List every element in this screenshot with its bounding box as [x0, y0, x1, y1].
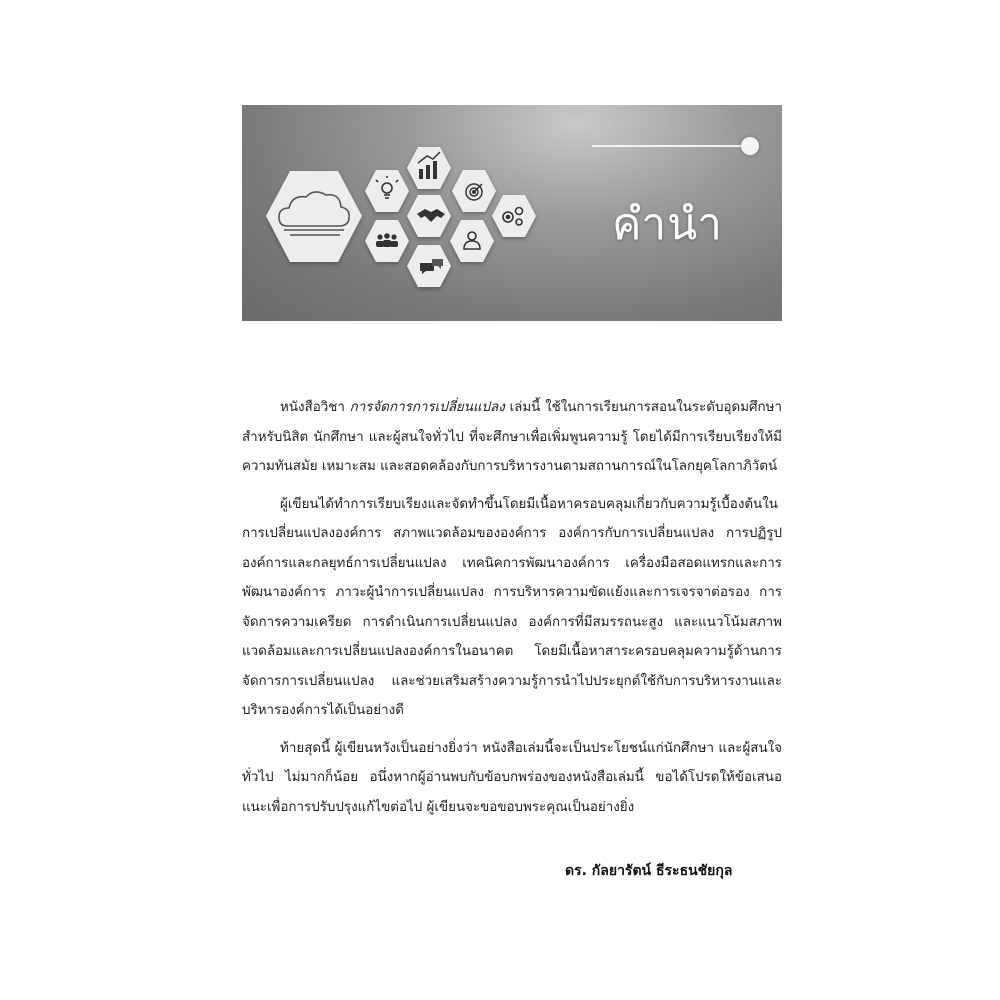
- paragraph-1-rest: เล่มนี้ ใช้ในการเรียนการสอนในระดับอุดมศึกษา สำหรับนิสิต นักศึกษา และผู้สนใจทั่วไป ที่จะศึกษาเพื่อเพิ่มพูนความรู้ โดยได้มีการเรียบเรียงให้มีความทันสมัย เหมาะสม และสอดคล้องกับการบริหารงานตามสถานการณ์ในโลกยุคโลกาภิวัตน์: [242, 400, 782, 474]
- preface-body: [242, 393, 782, 830]
- decorative-line: [592, 145, 747, 147]
- paragraph-1-lead: หนังสือวิชา: [280, 400, 350, 415]
- page-title: คำนำ: [612, 199, 723, 250]
- decorative-dot: [741, 137, 759, 155]
- preface-banner: [242, 105, 782, 321]
- book-title: การจัดการการเปลี่ยนแปลง: [349, 400, 505, 415]
- paragraph-1: [242, 393, 782, 482]
- paragraph-3: ท้ายสุดนี้ ผู้เขียนหวังเป็นอย่างยิ่งว่า หนังสือเล่มนี้จะเป็นประโยชน์แก่นักศึกษา และผู้สนใจทั่วไป ไม่มากก็น้อย อนึ่งหากผู้อ่านพบกับข้อบกพร่องของหนังสือเล่มนี้ ขอได้โปรดให้ข้อเสนอแนะเพื่อการปรับปรุงแก้ไขต่อไป ผู้เขียนจะขอขอบพระคุณเป็นอย่างยิ่ง: [242, 740, 782, 815]
- paragraph-2: ผู้เขียนได้ทำการเรียบเรียงและจัดทำขึ้นโดยมีเนื้อหาครอบคลุมเกี่ยวกับความรู้เบื้องต้นในการเปลี่ยนแปลงองค์การ สภาพแวดล้อมขององค์การ องค์การกับการเปลี่ยนแปลง การปฏิรูปองค์การและกลยุทธ์การเปลี่ยนแปลง เทคนิคการพัฒนาองค์การ เครื่องมือสอดแทรกและการพัฒนาองค์การ ภาวะผู้นำการเปลี่ยนแปลง การบริหารความขัดแย้งและการเจรจาต่อรอง การจัดการความเครียด การดำเนินการเปลี่ยนแปลง องค์การที่มีสมรรถนะสูง และแนวโน้มสภาพแวดล้อมและการเปลี่ยนแปลงองค์การในอนาคต โดยมีเนื้อหาสาระครอบคลุมความรู้ด้านการจัดการการเปลี่ยนแปลง และช่วยเสริมสร้างความรู้การนำไปประยุกต์ใช้กับการบริหารงานและบริหารองค์การได้เป็นอย่างดี: [242, 496, 782, 718]
- author-signature: ดร. กัลยารัตน์ ธีระธนชัยกุล: [565, 863, 733, 879]
